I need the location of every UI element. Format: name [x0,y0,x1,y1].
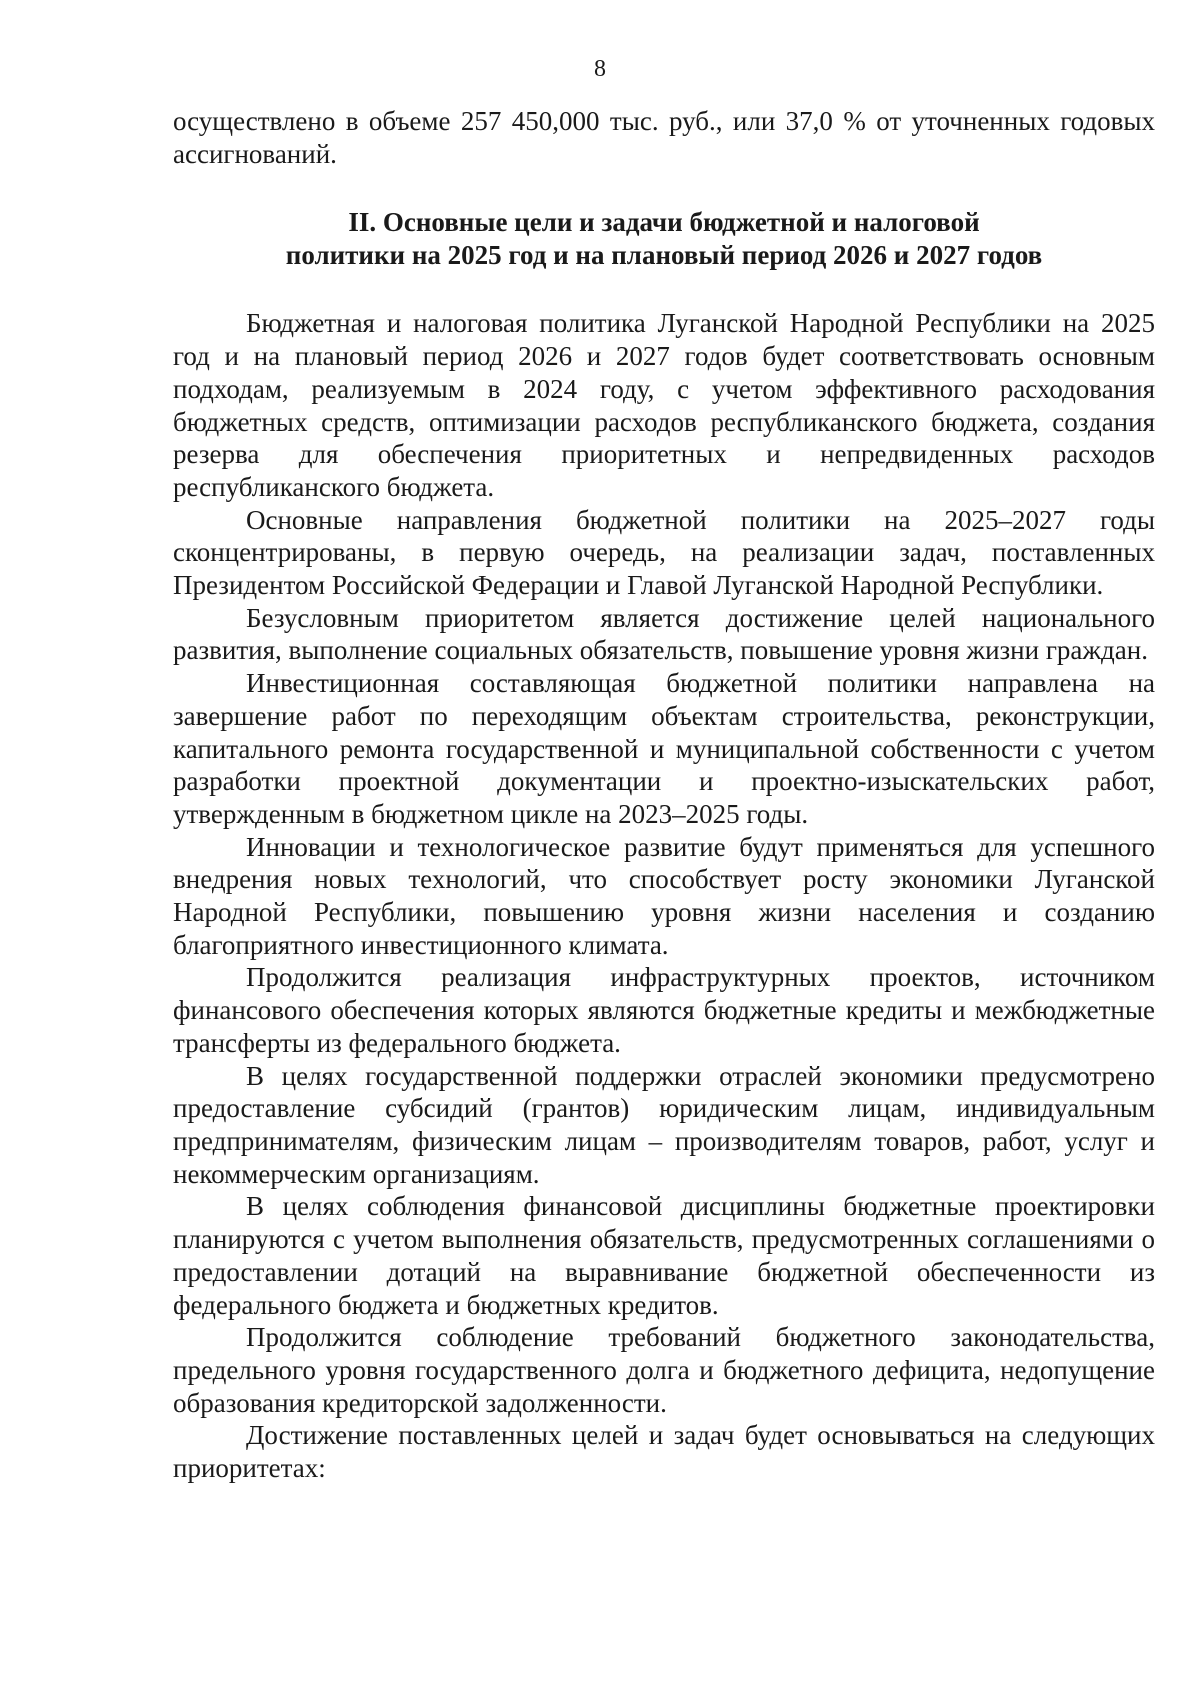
paragraph-infrastructure: Продолжится реализация инфраструктурных проектов, источником финансового обеспечения которых являются бюджетные кредиты и межбюджетные трансферты из федерального бюджета. [173,962,1155,1058]
intro-paragraph: осуществлено в объеме 257 450,000 тыс. руб., или 37,0 % от уточненных годовых ассигнований. [173,106,1155,169]
paragraph-priority: Безусловным приоритетом является достижение целей национального развития, выполнение социальных обязательств, повышение уровня жизни граждан. [173,602,1155,666]
paragraph-innovation: Инновации и технологическое развитие будут применяться для успешного внедрения новых технологий, что способствует росту экономики Луганской Народной Республики, повышению уровня жизни населения и созданию благоприятного инвестиционного климата. [173,831,1155,960]
paragraph-main-directions: Основные направления бюджетной политики на 2025–2027 годы сконцентрированы, в первую очередь, на реализации задач, поставленных Президентом Российской Федерации и Главой Луганской Народной Республики. [173,504,1155,601]
section-heading-line-2: политики на 2025 год и на плановый период 2026 и 2027 годов [285,240,1043,271]
paragraph-budget-policy: Бюджетная и налоговая политика Луганской Народной Республики на 2025 год и на плановый период 2026 и 2027 годов будет соответствовать основным подходам, реализуемым в 2024 году, с учетом эффективного расходования бюджетных средств, оптимизации расходов республиканского бюджета, создания резерва для обеспечения приоритетных и непредвиденных расходов республиканского бюджета. [173,308,1155,502]
page-number: 8 [594,56,606,82]
section-heading-line-1: II. Основные цели и задачи бюджетной и налоговой [348,207,980,238]
document-body [173,105,1155,1485]
paragraph-state-support: В целях государственной поддержки отраслей экономики предусмотрено предоставление субсидий (грантов) юридическим лицам, индивидуальным предпринимателям, физическим лицам – производителям товаров, работ, услуг и некоммерческим организациям. [173,1060,1155,1189]
paragraph-financial-discipline: В целях соблюдения финансовой дисциплины бюджетные проектировки планируются с учетом выполнения обязательств, предусмотренных соглашениями о предоставлении дотаций на выравнивание бюджетной обеспеченности из федерального бюджета и бюджетных кредитов. [173,1191,1155,1320]
paragraph-priorities-intro: Достижение поставленных целей и задач будет основываться на следующих приоритетах: [173,1420,1155,1484]
section-heading [173,206,1155,272]
paragraph-legislation: Продолжится соблюдение требований бюджетного законодательства, предельного уровня государственного долга и бюджетного дефицита, недопущение образования кредиторской задолженности. [173,1322,1155,1418]
paragraph-investment: Инвестиционная составляющая бюджетной политики направлена на завершение работ по переходящим объектам строительства, реконструкции, капитального ремонта государственной и муниципальной собственности с учетом разработки проектной документации и проектно-изыскательских работ, утвержденным в бюджетном цикле на 2023–2025 годы. [173,668,1155,829]
